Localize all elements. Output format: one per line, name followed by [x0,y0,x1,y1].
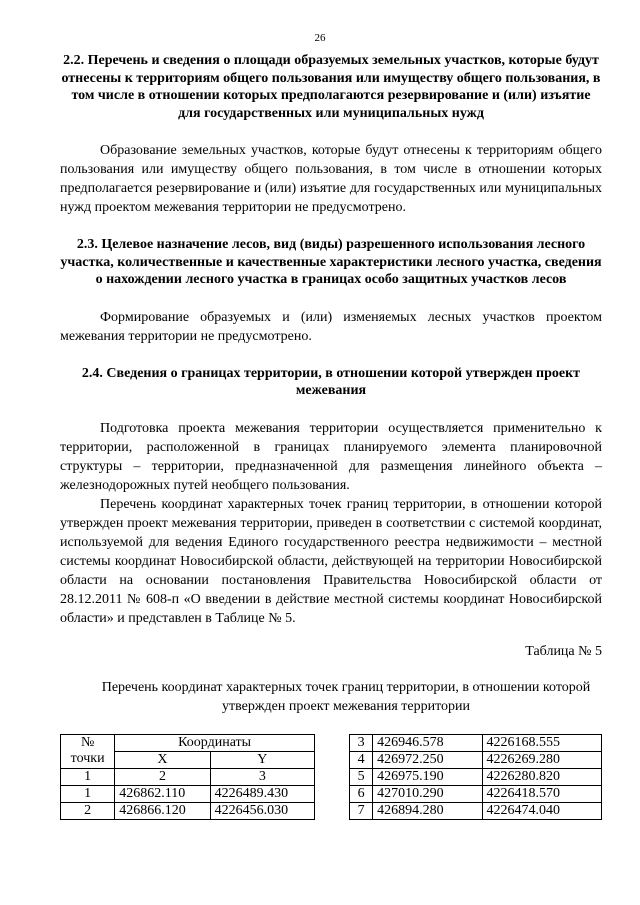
coordinates-tables [60,734,602,820]
index-cell: 2 [115,768,210,785]
table-header-row [61,751,315,768]
y-coordinate-cell: 4226456.030 [210,802,314,819]
table-row [350,802,602,819]
index-cell: 1 [61,768,115,785]
y-coordinate-cell: 4226269.280 [482,751,601,768]
y-coordinate-cell: 4226474.040 [482,802,601,819]
section-2-2-heading: 2.2. Перечень и сведения о площади образуемых земельных участков, которые будут отнесены к территориям общего пользования или имуществу общего пользования, в том числе в отношении которых предполагаются резервирование и (или) изъятие для государственных или муниципальных нужд [61,53,601,121]
section-2-3-heading: 2.3. Целевое назначение лесов, вид (виды) разрешенного использования лесного участка, количественные и качественные характеристики лесного участка, сведения о нахождении лесного участка в границах особо защитных участков лесов [60,237,602,287]
table-row [350,751,602,768]
point-number-cell: 4 [350,751,373,768]
table-caption: Таблица № 5 [525,643,602,659]
header-num: № [61,734,115,751]
header-x: X [115,751,210,768]
table-index-row [61,768,315,785]
x-coordinate-cell: 427010.290 [373,785,482,802]
table-row [350,768,602,785]
table-row [61,802,315,819]
section-2-3-text: Формирование образуемых и (или) изменяемых лесных участков проектом межевания территории не предусмотрено. [60,309,602,344]
x-coordinate-cell: 426866.120 [115,802,210,819]
y-coordinate-cell: 4226489.430 [210,785,314,802]
section-2-2-text: Образование земельных участков, которые будут отнесены к территориям общего пользования или имуществу общего пользования, в том числе в отношении которых предполагается резервирование и (или) изъятие для государственных или муниципальных нужд проектом межевания территории не предусмотрено. [60,143,602,215]
x-coordinate-cell: 426972.250 [373,751,482,768]
table-header-row [61,734,315,751]
point-number-cell: 5 [350,768,373,785]
point-number-cell: 7 [350,802,373,819]
y-coordinate-cell: 4226280.820 [482,768,601,785]
section-2-4-text-2: Перечень координат характерных точек границ территории, в отношении которой утвержден проект межевания территории, приведен в соответствии с системой координат, используемой для ведения Единого государственного реестра недвижимости – местной системы координат Новосибирской области, действующей на территории Новосибирской области на основании постановления Правительства Новосибирской области от 28.12.2011 № 608-п «О введении в действие местной системы координат Новосибирской области» и представлен в Таблице № 5. [60,496,602,626]
y-coordinate-cell: 4226168.555 [482,734,601,751]
table-row [61,785,315,802]
x-coordinate-cell: 426894.280 [373,802,482,819]
x-coordinate-cell: 426975.190 [373,768,482,785]
x-coordinate-cell: 426862.110 [115,785,210,802]
table-row [350,785,602,802]
point-number-cell: 1 [61,785,115,802]
page-number: 26 [314,32,326,44]
x-coordinate-cell: 426946.578 [373,734,482,751]
coordinates-table-right [349,734,602,820]
y-coordinate-cell: 4226418.570 [482,785,601,802]
coordinates-table-left [60,734,315,820]
point-number-cell: 2 [61,802,115,819]
header-coords: Координаты [115,734,315,751]
table-title: Перечень координат характерных точек границ территории, в отношении которой утвержден проект межевания территории [101,679,591,714]
section-2-4-text-1: Подготовка проекта межевания территории осуществляется применительно к территории, расположенной в границах планируемого элемента планировочной структуры – территории, предназначенной для размещения линейного объекта – железнодорожных путей необщего пользования. [60,420,602,493]
section-2-4-heading: 2.4. Сведения о границах территории, в отношении которой утвержден проект межевания [81,365,581,398]
header-num-label: точки [61,751,115,768]
point-number-cell: 3 [350,734,373,751]
document-body [60,52,602,820]
point-number-cell: 6 [350,785,373,802]
index-cell: 3 [210,768,314,785]
table-row [350,734,602,751]
header-y: Y [210,751,314,768]
